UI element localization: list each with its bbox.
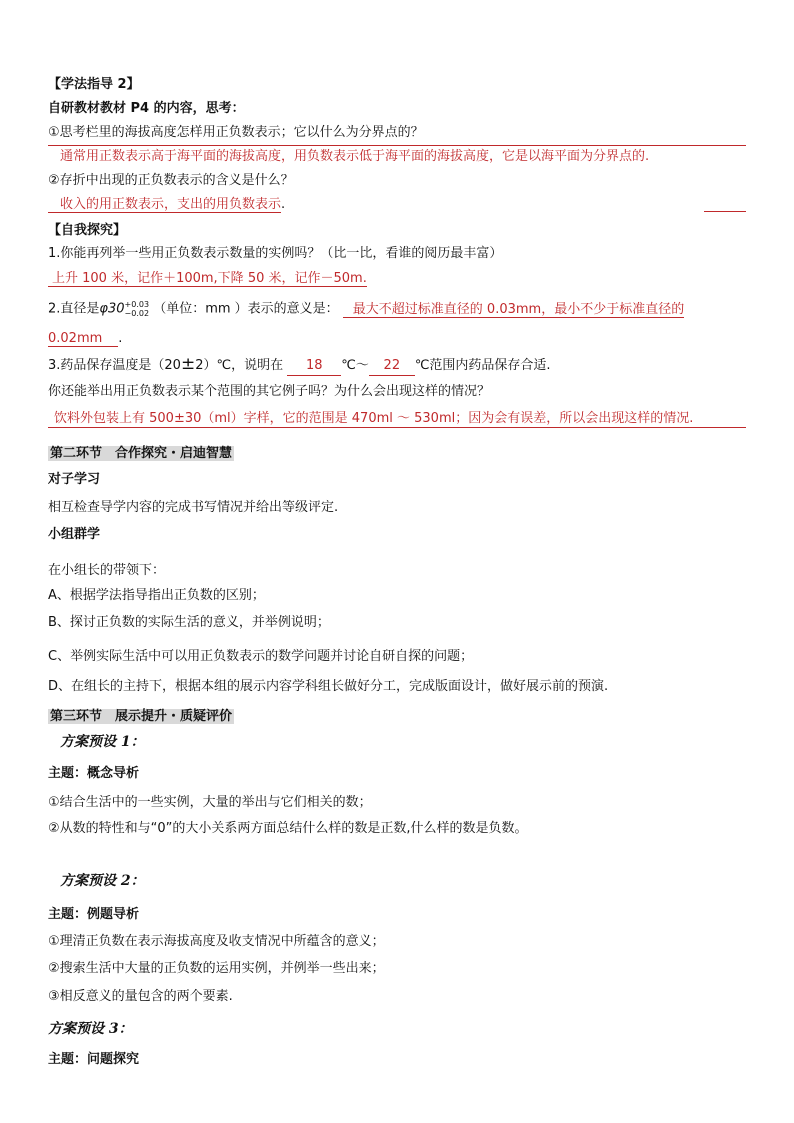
q2-unit: （单位：mm ）表示的意义是： xyxy=(153,301,339,317)
q3-pm: ± xyxy=(180,354,196,374)
duizi-text: 相互检查导学内容的完成书写情况并给出等级评定. xyxy=(48,500,339,515)
xiaozu-title: 小组群学 xyxy=(48,527,101,542)
ziwo-question-4: 你还能举出用正负数表示某个范围的其它例子吗？为什么会出现这样的情况？ xyxy=(48,384,491,399)
plan-1-item-1: ①结合生活中的一些实例，大量的举出与它们相关的数； xyxy=(48,795,372,810)
section-2-title: 第二环节 合作探究・启迪智慧 xyxy=(50,446,233,461)
xiaozu-item-a: A、根据学法指导指出正负数的区别； xyxy=(48,588,265,603)
ziwo-answer-2a: 最大不超过标准直径的 0.03mm，最小不少于标准直径的 xyxy=(343,302,684,318)
plan-3-title: 方案预设 3： xyxy=(48,1021,133,1037)
ziwo-answer-1-line xyxy=(48,270,367,288)
xiaozu-item-c: C、举例实际生活中可以用正负数表示的数学问题并讨论自研自探的问题； xyxy=(48,649,474,664)
q2-tol-up: +0.03 xyxy=(124,300,150,309)
q3-blank-2: 22 xyxy=(369,357,415,376)
xiaozu-item-b: B、探讨正负数的实际生活的意义，并举例说明； xyxy=(48,615,330,630)
answer-2: 收入的用正数表示，支出的用负数表示 xyxy=(48,197,281,213)
q3-blank-1: 18 xyxy=(287,357,341,376)
section-3-heading xyxy=(48,708,234,726)
plan-2-item-1: ①理清正负数在表示海拔高度及收支情况中所蕴含的意义； xyxy=(48,934,385,949)
section-heading-ziwo: 【自我探究】 xyxy=(48,223,127,238)
q3-tilde: ℃～ xyxy=(341,358,369,373)
section-2-heading xyxy=(48,445,234,463)
ziwo-question-3 xyxy=(48,354,551,376)
ziwo-answer-1: 上升 100 米，记作＋100m,下降 50 米，记作－50m. xyxy=(48,271,367,287)
section-heading-xuefa: 【学法指导 2】 xyxy=(48,77,140,92)
ziwo-answer-4-underline xyxy=(48,427,746,428)
xiaozu-item-d: D、在组长的主持下，根据本组的展示内容学科组长做好分工，完成版面设计，做好展示前的预演. xyxy=(48,679,609,694)
q3-suffix: ℃范围内药品保存合适. xyxy=(414,358,551,373)
answer-2-line xyxy=(48,196,285,214)
plan-1-title: 方案预设 1： xyxy=(60,734,145,750)
plan-2-theme: 主题：例题导析 xyxy=(48,907,140,922)
q3-prefix: 3.药品保存温度是（20 xyxy=(48,358,181,373)
answer-2-tail: . xyxy=(281,197,286,212)
section-3-title: 第三环节 展示提升・质疑评价 xyxy=(50,709,233,724)
plan-2-title: 方案预设 2： xyxy=(60,873,145,889)
question-2: ②存折中出现的正负数表示的含义是什么？ xyxy=(48,173,294,188)
question-1: ①思考栏里的海拔高度怎样用正负数表示；它以什么为分界点的？ xyxy=(48,125,424,140)
plan-2-item-2: ②搜索生活中大量的正负数的运用实例，并例举一些出来； xyxy=(48,961,385,976)
q2-end: . xyxy=(118,331,123,346)
xuefa-intro: 自研教材教材 P4 的内容，思考： xyxy=(48,101,245,116)
plan-1-theme: 主题：概念导析 xyxy=(48,766,140,781)
q3-mid: 2）℃，说明在 xyxy=(195,358,284,373)
duizi-title: 对子学习 xyxy=(48,472,101,487)
plan-3-theme: 主题：问题探究 xyxy=(48,1052,140,1067)
plan-2-item-3: ③相反意义的量包含的两个要素. xyxy=(48,989,233,1004)
plan-1-item-2: ②从数的特性和与“0”的大小关系两方面总结什么样的数是正数,什么样的数是负数。 xyxy=(48,821,528,836)
xiaozu-intro: 在小组长的带领下： xyxy=(48,563,166,578)
q2-phi: φ30 xyxy=(99,301,125,317)
ziwo-question-1: 1.你能再列举一些用正负数表示数量的实例吗？（比一比，看谁的阅历最丰富） xyxy=(48,246,503,261)
q2-tolerance xyxy=(125,300,150,318)
answer-1: 通常用正数表示高于海平面的海拔高度，用负数表示低于海平面的海拔高度，它是以海平面为分界点的. xyxy=(60,149,650,164)
ziwo-answer-2b: 0.02mm xyxy=(48,331,118,347)
ziwo-answer-4: 饮料外包装上有 500±30（ml）字样，它的范围是 470ml ～ 530ml；因为会有误差，所以会出现这样的情况. xyxy=(54,411,694,426)
ziwo-question-2 xyxy=(48,300,684,319)
answer-1-underline xyxy=(48,145,746,146)
answer-2-blank xyxy=(704,211,746,212)
ziwo-answer-2b-line xyxy=(48,330,122,348)
q2-prefix: 2.直径是 xyxy=(48,301,100,317)
q2-tol-down: −0.02 xyxy=(124,309,150,318)
